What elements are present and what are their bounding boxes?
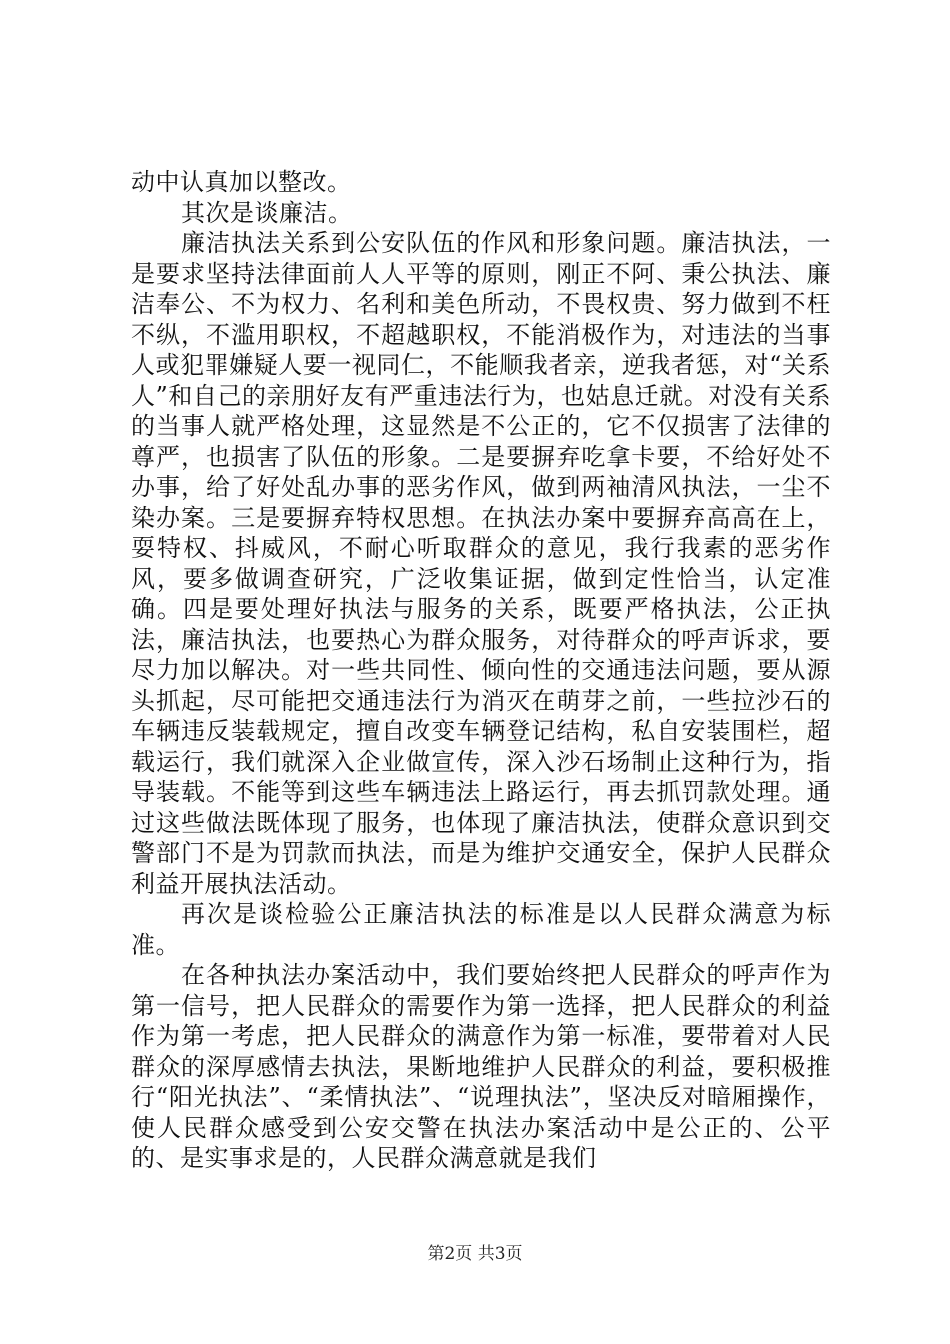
paragraph-continuation: 动中认真加以整改。 — [131, 168, 352, 196]
paragraph-integrity-heading: 其次是谈廉洁。 — [181, 198, 353, 227]
paragraph-standard-body: 在各种执法办案活动中，我们要始终把人民群众的呼声作为第一信号，把人民群众的需要作为第一选择，把人民群众的利益作为第一考虑，把人民群众的满意作为第一标准，要带着对人民群众的深厚感情去执法，果断地维护人民群众的利益，要积极推行“阳光执法”、“柔情执法”、“说理执法”，坚决反对暗厢操作，使人民群众感受到公安交警在执法办案活动中是公正的、公平的、是实事求是的，人民群众满意就是我们 — [131, 961, 831, 1172]
paragraph-standard-heading: 再次是谈检验公正廉洁执法的标准是以人民群众满意为标准。 — [131, 900, 831, 959]
document-body — [131, 167, 831, 1174]
paragraph-integrity-body: 廉洁执法关系到公安队伍的作风和形象问题。廉洁执法，一是要求坚持法律面前人人平等的原则，刚正不阿、秉公执法、廉洁奉公、不为权力、名利和美色所动，不畏权贵、努力做到不枉不纵，不滥用职权，不超越职权，不能消极作为，对违法的当事人或犯罪嫌疑人要一视同仁，不能顺我者亲，逆我者惩，对“关系人”和自己的亲朋好友有严重违法行为，也姑息迁就。对没有关系的当事人就严格处理，这显然是不公正的，它不仅损害了法律的尊严，也损害了队伍的形象。二是要摒弃吃拿卡要，不给好处不办事，给了好处乱办事的恶劣作风，做到两袖清风执法，一尘不染办案。三是要摒弃特权思想。在执法办案中要摒弃高高在上，耍特权、抖威风，不耐心听取群众的意见，我行我素的恶劣作风，要多做调查研究，广泛收集证据，做到定性恰当，认定准确。四是要处理好执法与服务的关系，既要严格执法，公正执法，廉洁执法，也要热心为群众服务，对待群众的呼声诉求，要尽力加以解决。对一些共同性、倾向性的交通违法问题，要从源头抓起，尽可能把交通违法行为消灭在萌芽之前，一些拉沙石的车辆违反装载规定，擅自改变车辆登记结构，私自安装围栏，超载运行，我们就深入企业做宣传，深入沙石场制止这种行为，指导装载。不能等到这些车辆违法上路运行，再去抓罚款处理。通过这些做法既体现了服务，也体现了廉洁执法，使群众意识到交警部门不是为罚款而执法，而是为维护交通安全，保护人民群众利益开展执法活动。 — [131, 229, 831, 898]
page-number-footer: 第2页 共3页 — [427, 1244, 523, 1264]
